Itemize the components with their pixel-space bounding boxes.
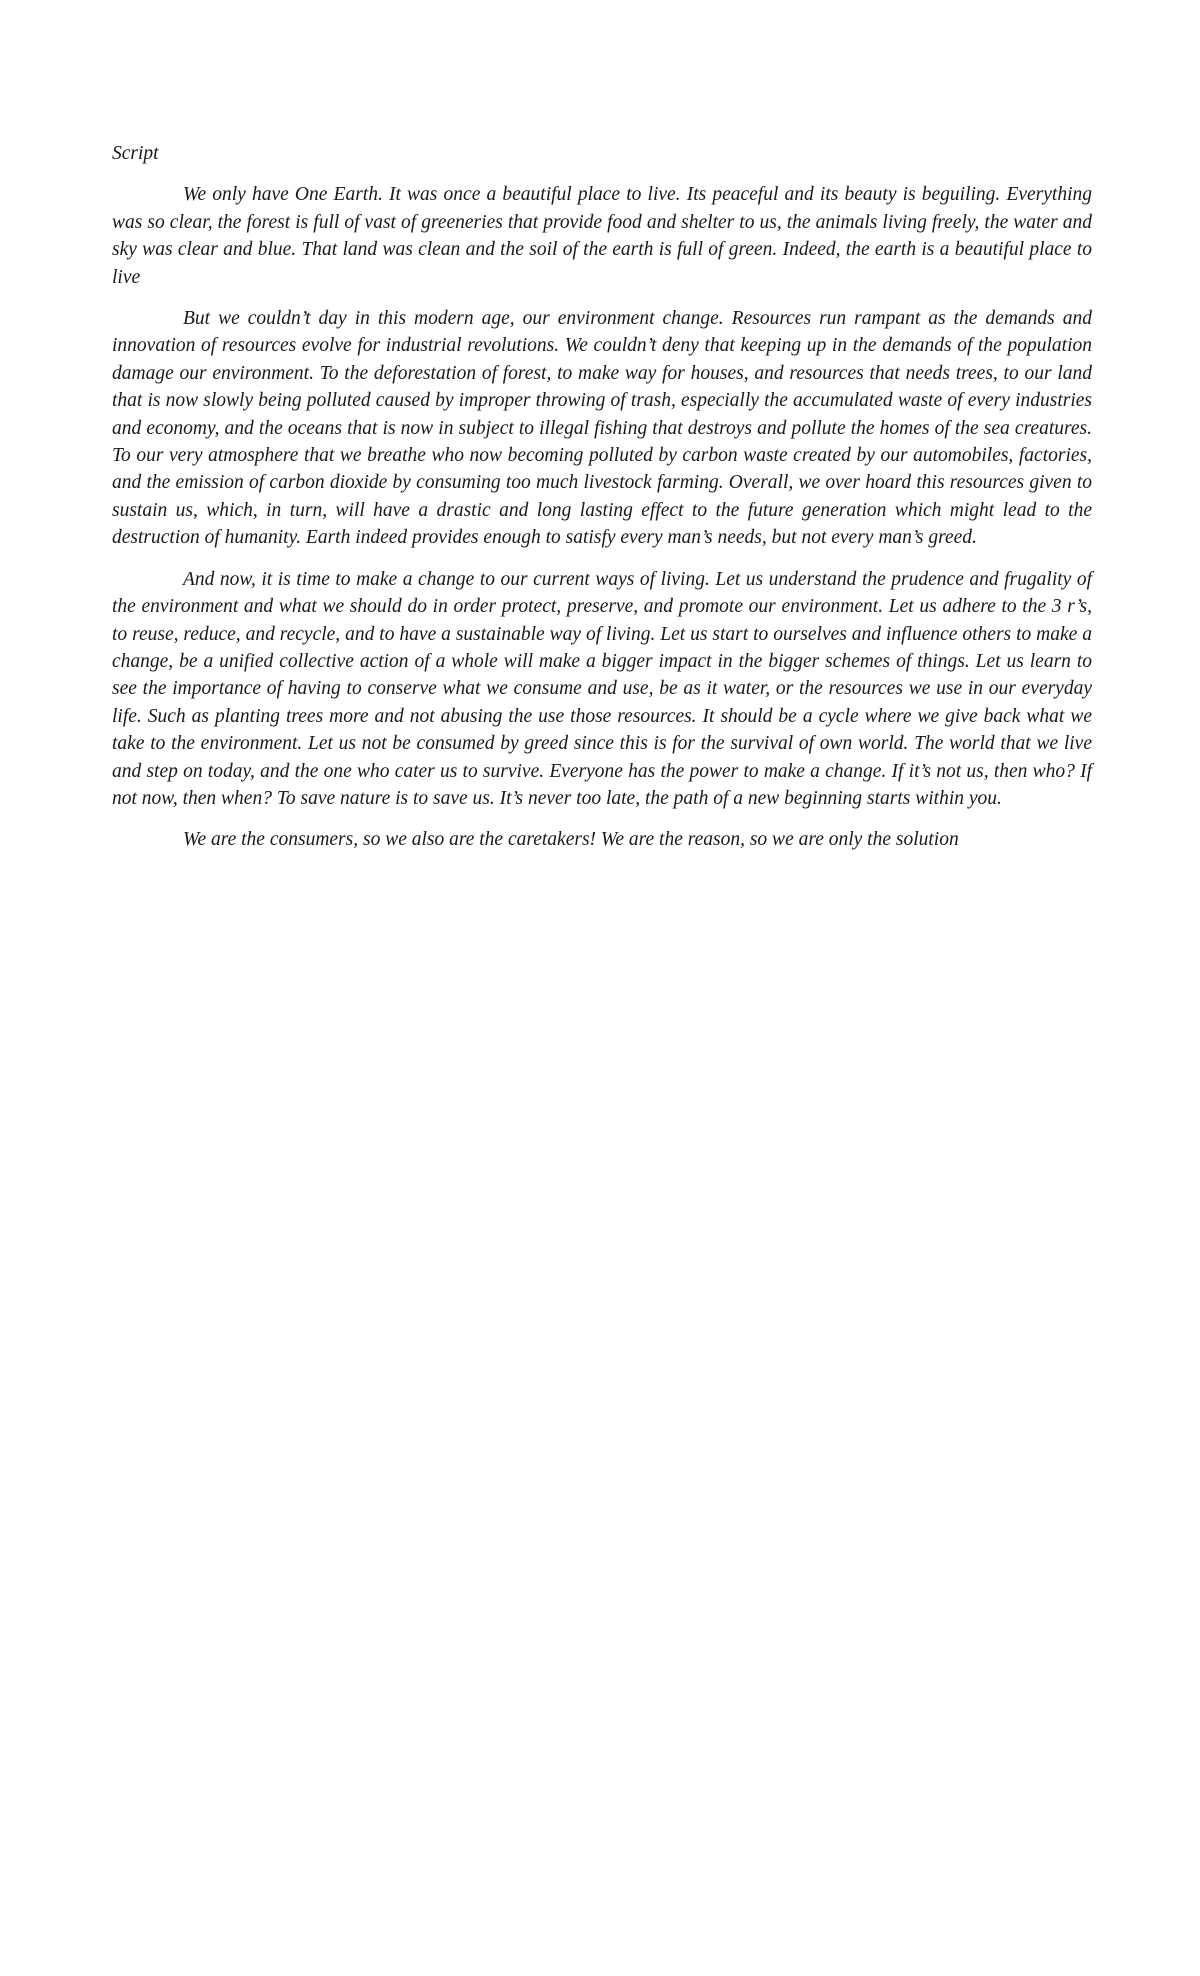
paragraph-make-a-change: And now, it is time to make a change to our current ways of living. Let us understand the prudence and frugality of the environment and what we should do in order protect, preserve, and promote our environment. Let us adhere to the 3 r’s, to reuse, reduce, and recycle, and to have a sustainable way of living. Let us start to ourselves and influence others to make a change, be a unified collective action of a whole will make a bigger impact in the bigger schemes of things. Let us learn to see the importance of having to conserve what we consume and use, be as it water, or the resources we use in our everyday life. Such as planting trees more and not abusing the use those resources. It should be a cycle where we give back what we take to the environment. Let us not be consumed by greed since this is for the survival of own world. The world that we live and step on today, and the one who cater us to survive. Everyone has the power to make a change. If it’s not us, then who? If not now, then when? To save nature is to save us. It’s never too late, the path of a new beginning starts within you.	[112, 568, 1092, 809]
document-title: Script	[112, 143, 159, 164]
paragraph-one-earth: We only have One Earth. It was once a beautiful place to live. Its peaceful and its beauty is beguiling. Everything was so clear, the forest is full of vast of greeneries that provide food and shelter to us, the animals living freely, the water and sky was clear and blue. That land was clean and the soil of the earth is full of green. Indeed, the earth is a beautiful place to live	[112, 184, 1092, 288]
document-body	[112, 140, 1092, 868]
paragraph-modern-age: But we couldn’t day in this modern age, our environment change. Resources run rampant as the demands and innovation of resources evolve for industrial revolutions. We couldn’t deny that keeping up in the demands of the population damage our environment. To the deforestation of forest, to make way for houses, and resources that needs trees, to our land that is now slowly being polluted caused by improper throwing of trash, especially the accumulated waste of every industries and economy, and the oceans that is now in subject to illegal fishing that destroys and pollute the homes of the sea creatures. To our very atmosphere that we breathe who now becoming polluted by carbon waste created by our automobiles, factories, and the emission of carbon dioxide by consuming too much livestock farming. Overall, we over hoard this resources given to sustain us, which, in turn, will have a drastic and long lasting effect to the future generation which might lead to the destruction of humanity. Earth indeed provides enough to satisfy every man’s needs, but not every man’s greed.	[112, 308, 1092, 549]
paragraph-caretakers: We are the consumers, so we also are the caretakers! We are the reason, so we are only the solution	[183, 829, 959, 851]
